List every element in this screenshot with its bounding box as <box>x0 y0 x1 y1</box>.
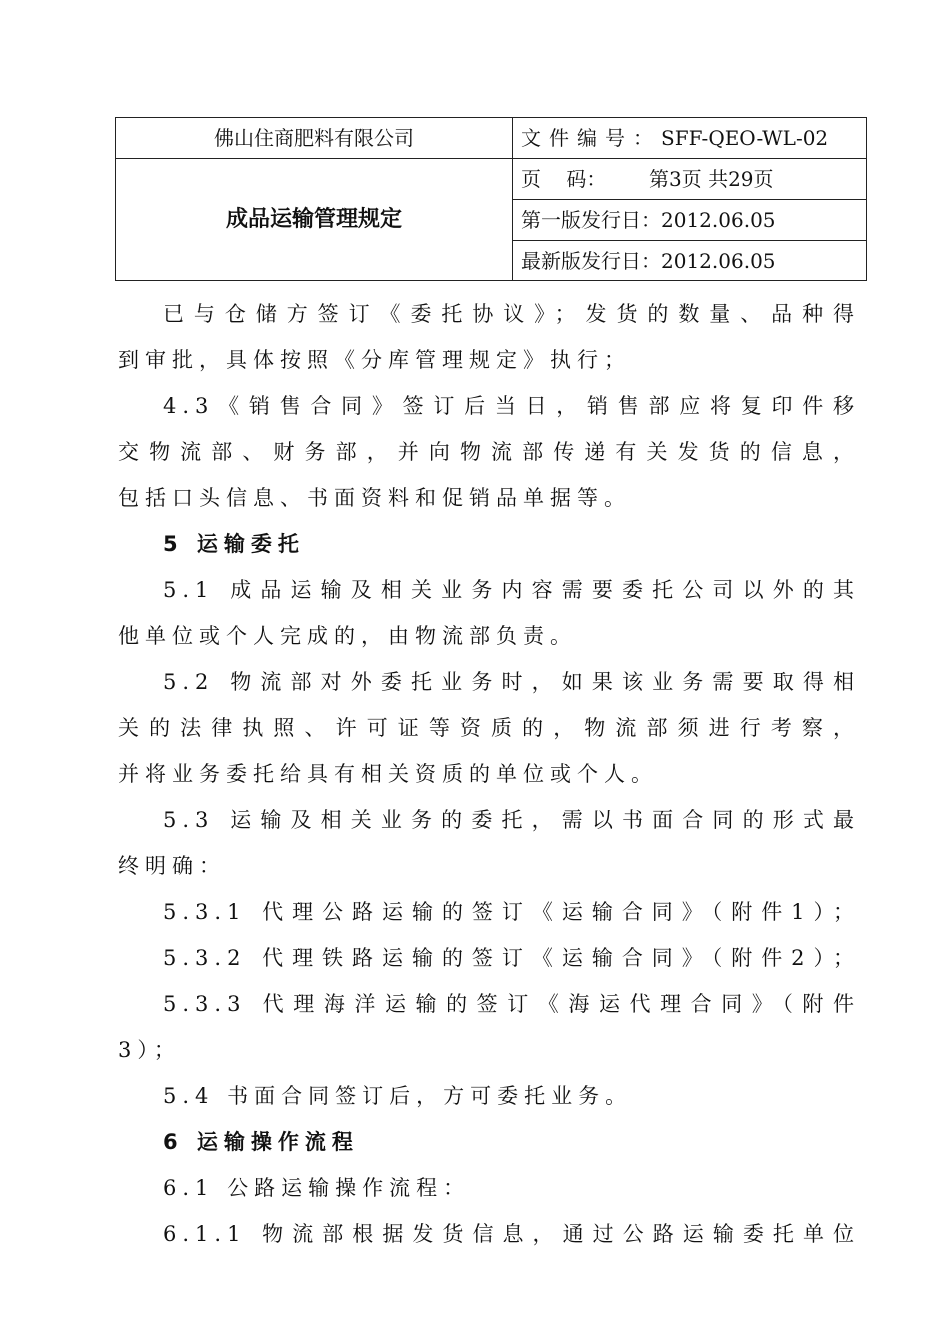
doc-number-label: 文件编号： <box>521 126 661 150</box>
page-number-label: 页 码： <box>521 167 607 191</box>
section-heading: 6 运输操作流程 <box>163 1130 359 1154</box>
body-line: 5.3.1 代理公路运输的签订《运输合同》（附件1）； <box>163 900 860 924</box>
latest-issue-value: 2012.06.05 <box>661 249 776 273</box>
page-number-value: 第3页 共29页 <box>649 167 774 191</box>
header-table <box>115 117 867 281</box>
doc-number-value: SFF-QEO-WL-02 <box>661 126 829 150</box>
body-line: 5.3.3 代理海洋运输的签订《海运代理合同》（附件 <box>163 992 860 1016</box>
latest-issue-cell <box>521 241 866 281</box>
body-line: 关的法律执照、许可证等资质的，物流部须进行考察， <box>118 716 860 740</box>
body-line: 他单位或个人完成的，由物流部负责。 <box>118 624 577 648</box>
latest-issue-label: 最新版发行日： <box>521 249 661 273</box>
first-issue-label: 第一版发行日： <box>521 208 661 232</box>
section-heading: 5 运输委托 <box>163 532 305 556</box>
page-number-cell <box>521 159 866 199</box>
body-line: 交物流部、财务部，并向物流部传递有关发货的信息， <box>118 440 860 464</box>
body-line: 5.2 物流部对外委托业务时，如果该业务需要取得相 <box>163 670 860 694</box>
first-issue-cell <box>521 200 866 240</box>
body-line: 5.3.2 代理铁路运输的签订《运输合同》（附件2）； <box>163 946 860 970</box>
body-line: 5.4 书面合同签订后，方可委托业务。 <box>163 1084 633 1108</box>
body-line: 4.3《销售合同》签订后当日，销售部应将复印件移 <box>163 394 860 418</box>
body-line: 5.1 成品运输及相关业务内容需要委托公司以外的其 <box>163 578 860 602</box>
body-line: 5.3 运输及相关业务的委托，需以书面合同的形式最 <box>163 808 860 832</box>
document-title: 成品运输管理规定 <box>225 207 402 232</box>
body-line: 6.1.1 物流部根据发货信息，通过公路运输委托单位 <box>163 1222 860 1246</box>
first-issue-value: 2012.06.05 <box>661 208 776 232</box>
body-line: 已与仓储方签订《委托协议》；发货的数量、品种得 <box>163 302 860 326</box>
body-line: 并将业务委托给具有相关资质的单位或个人。 <box>118 762 658 786</box>
doc-number-cell <box>521 118 866 158</box>
body-line: 终明确： <box>118 854 226 878</box>
body-line: 6.1 公路运输操作流程： <box>163 1176 471 1200</box>
body-line: 包括口头信息、书面资料和促销品单据等。 <box>118 486 631 510</box>
body-line: 到审批，具体按照《分库管理规定》执行； <box>118 348 631 372</box>
body-line: 3）； <box>118 1038 181 1062</box>
company-name: 佛山住商肥料有限公司 <box>214 126 414 150</box>
